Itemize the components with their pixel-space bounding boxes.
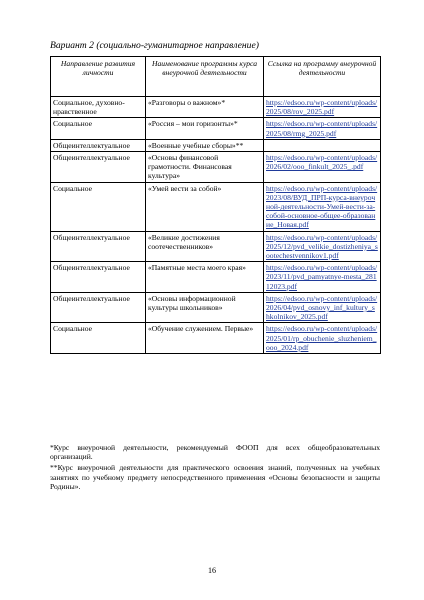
cell-direction: Социальное [51,182,146,231]
header-direction: Направление развития личности [51,57,146,97]
table-row [51,182,381,231]
table-row [51,152,381,183]
program-link[interactable]: https://edsoo.ru/wp-content/uploads/2025/12/pvd_velikie_dostizheniya_sootechestvennikov1.pdf [264,231,381,262]
cell-direction: Общеинтеллектуальное [51,231,146,262]
cell-program: «Основы финансовой грамотности. Финансовая культура» [146,152,264,183]
cell-program: «Разговоры о важном»* [146,97,264,118]
cell-program: «Основы информационной культуры школьников» [146,292,264,323]
footnotes [50,443,380,493]
table-row [51,97,381,118]
cell-program: «Умей вести за собой» [146,182,264,231]
program-link[interactable]: https://edsoo.ru/wp-content/uploads/2025/08/rov_2025.pdf [264,97,381,118]
cell-direction: Социальное [51,323,146,354]
cell-direction: Общеинтеллектуальное [51,139,146,151]
cell-direction: Общеинтеллектуальное [51,262,146,293]
header-link: Ссылка на программу внеурочной деятельности [264,57,381,97]
cell-program: «Обучение служением. Первые» [146,323,264,354]
cell-program: «Россия – мои горизонты»* [146,118,264,139]
table-row [51,118,381,139]
table-row [51,262,381,293]
cell-direction: Общеинтеллектуальное [51,292,146,323]
table-row [51,139,381,151]
table-row [51,323,381,354]
program-link[interactable]: https://edsoo.ru/wp-content/uploads/2023/08/ВУД_ПРП-курса-внеурочной-деятельности-Умей-вести-за-собой-основное-общее-образование_Новая.pdf [264,182,381,231]
footnote: *Курс внеурочной деятельности, рекомендуемый ФООП для всех общеобразовательных организаций. [50,443,380,462]
cell-direction: Общеинтеллектуальное [51,152,146,183]
table-row [51,292,381,323]
header-program: Наименование программы курса внеурочной деятельности [146,57,264,97]
page-number: 16 [208,566,216,575]
cell-direction: Социальное [51,118,146,139]
program-link [264,139,381,151]
program-link[interactable]: https://edsoo.ru/wp-content/uploads/2026/04/pvd_osnovy_inf_kultury_shkolnikov_2025.pdf [264,292,381,323]
cell-program: «Великие достижения соотечественников» [146,231,264,262]
programs-table [50,56,381,354]
program-link[interactable]: https://edsoo.ru/wp-content/uploads/2026/02/ooo_finkult_2025_.pdf [264,152,381,183]
cell-program: «Военные учебные сборы»** [146,139,264,151]
footnote: **Курс внеурочной деятельности для практического освоения знаний, полученных на учебных занятиях по учебному предмету непосредственного применения «Основы безопасности и защиты Родины». [50,463,380,491]
cell-program: «Памятные места моего края» [146,262,264,293]
table-row [51,231,381,262]
section-heading: Вариант 2 (социально-гуманитарное направление) [50,40,259,51]
cell-direction: Социальное, духовно-нравственное [51,97,146,118]
program-link[interactable]: https://edsoo.ru/wp-content/uploads/2025/08/rmg_2025.pdf [264,118,381,139]
table-header-row [51,57,381,97]
program-link[interactable]: https://edsoo.ru/wp-content/uploads/2025/01/rp_obuchenie_sluzheniem_ooo_2024.pdf [264,323,381,354]
program-link[interactable]: https://edsoo.ru/wp-content/uploads/2023/11/pvd_pamyatnye-mesta_28112023.pdf [264,262,381,293]
